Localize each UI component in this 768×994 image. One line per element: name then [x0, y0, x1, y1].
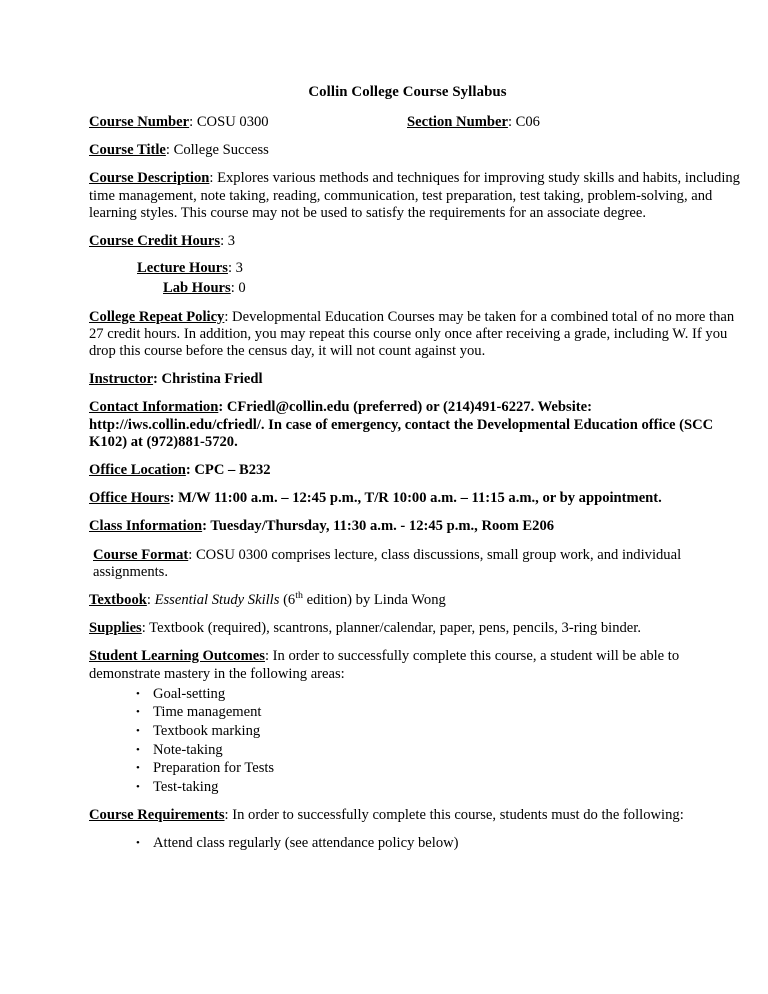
- course-number-field: [89, 114, 269, 131]
- learning-outcomes-list: [89, 685, 741, 797]
- list-item: [89, 703, 741, 722]
- list-item: [89, 685, 741, 704]
- textbook-title: Essential Study Skills: [154, 592, 280, 609]
- bullet-icon: •: [136, 780, 140, 793]
- lecture-hours-value: : 3: [227, 260, 243, 277]
- list-item: [89, 759, 741, 778]
- course-and-section-row: [89, 114, 741, 131]
- course-description-value: : Explores various methods and techniques for improving study skills and habits, including time management, note taking, reading, communication, test preparation, test taking, problem-solving, and learning styles. This course may not be used to satisfy the requirements for an associate degree.: [89, 170, 740, 221]
- course-requirements-list: [89, 834, 741, 853]
- course-format-value: : COSU 0300 comprises lecture, class discussions, small group work, and individual assignments.: [93, 546, 682, 580]
- list-item-label: Attend class regularly (see attendance policy below): [153, 834, 459, 851]
- office-hours-field: [89, 490, 741, 507]
- lecture-hours-label: Lecture Hours: [137, 260, 228, 277]
- course-number-value: : COSU 0300: [189, 114, 269, 131]
- lab-hours-label: Lab Hours: [163, 280, 231, 297]
- instructor-value: : Christina Friedl: [153, 371, 263, 388]
- list-item-label: Goal-setting: [153, 685, 226, 702]
- contact-information-label: Contact Information: [89, 399, 219, 416]
- supplies-field: [89, 620, 741, 637]
- list-item-label: Note-taking: [153, 741, 223, 758]
- student-learning-outcomes-value: : In order to successfully complete this course, a student will be able to demonstrate mastery in the following areas:: [89, 648, 680, 682]
- office-hours-value: : M/W 11:00 a.m. – 12:45 p.m., T/R 10:00 a.m. – 11:15 a.m., or by appointment.: [169, 490, 662, 507]
- list-item-label: Time management: [153, 704, 262, 721]
- textbook-label: Textbook: [89, 592, 147, 609]
- list-item: [89, 834, 741, 853]
- office-location-label: Office Location: [89, 462, 186, 479]
- contact-information-field: [89, 399, 741, 451]
- course-requirements-field: [89, 807, 741, 824]
- instructor-label: Instructor: [89, 371, 154, 388]
- section-number-value: : C06: [507, 114, 540, 131]
- class-information-value: : Tuesday/Thursday, 11:30 a.m. - 12:45 p.m., Room E206: [202, 518, 555, 535]
- textbook-edition-ordinal: th: [295, 590, 303, 602]
- college-repeat-policy-field: [89, 309, 741, 361]
- course-requirements-value: : In order to successfully complete this course, students must do the following:: [224, 807, 684, 824]
- lecture-hours-field: [89, 260, 741, 277]
- list-item: [89, 741, 741, 760]
- office-location-field: [89, 462, 741, 479]
- office-hours-label: Office Hours: [89, 490, 170, 507]
- course-credit-hours-value: : 3: [220, 233, 236, 250]
- bullet-icon: •: [136, 836, 140, 849]
- course-credit-hours-field: [89, 233, 741, 250]
- class-information-label: Class Information: [89, 518, 203, 535]
- course-number-label: Course Number: [89, 114, 190, 131]
- student-learning-outcomes-field: [89, 648, 741, 682]
- bullet-icon: •: [136, 743, 140, 756]
- lab-hours-value: : 0: [230, 280, 246, 297]
- course-title-value: : College Success: [165, 142, 269, 159]
- instructor-field: [89, 371, 741, 388]
- list-item-label: Test-taking: [153, 778, 219, 795]
- section-number-label: Section Number: [407, 114, 508, 131]
- course-title-label: Course Title: [89, 142, 166, 159]
- textbook-prefix: :: [146, 592, 155, 609]
- list-item: [89, 778, 741, 797]
- page-title: Collin College Course Syllabus: [308, 84, 507, 100]
- list-item-label: Textbook marking: [153, 723, 261, 740]
- course-requirements-label: Course Requirements: [89, 807, 225, 824]
- college-repeat-policy-value: : Developmental Education Courses may be taken for a combined total of no more than 27 credit hours. In addition, you may repeat this course only once after receiving a grade, including W. If you drop this course before the census day, it will not count against you.: [89, 308, 735, 360]
- supplies-value: : Textbook (required), scantrons, planner/calendar, paper, pens, pencils, 3-ring binder.: [141, 620, 641, 637]
- course-description-field: [89, 170, 741, 222]
- list-item: [89, 722, 741, 741]
- class-information-field: [89, 518, 741, 535]
- section-number-field: [407, 114, 540, 131]
- bullet-icon: •: [136, 725, 140, 738]
- textbook-field: [89, 592, 741, 609]
- college-repeat-policy-label: College Repeat Policy: [89, 308, 225, 325]
- lab-hours-field: [89, 280, 741, 297]
- office-location-value: : CPC – B232: [185, 462, 271, 479]
- student-learning-outcomes-label: Student Learning Outcomes: [89, 648, 265, 665]
- course-credit-hours-label: Course Credit Hours: [89, 233, 221, 250]
- textbook-edition-suffix: edition) by Linda Wong: [302, 592, 446, 609]
- course-description-label: Course Description: [89, 170, 210, 187]
- syllabus-body: [89, 84, 741, 863]
- list-item-label: Preparation for Tests: [153, 760, 275, 777]
- contact-information-value: : CFriedl@collin.edu (preferred) or (214)491-6227. Website: http://iws.collin.edu/cfriedl/. In case of emergency, contact the Developmental Education office (SCC K102) at (972)881-5720.: [89, 399, 714, 450]
- bullet-icon: •: [136, 762, 140, 775]
- supplies-label: Supplies: [89, 620, 142, 637]
- bullet-icon: •: [136, 706, 140, 719]
- textbook-edition-prefix: (6: [279, 592, 296, 609]
- course-title-field: [89, 142, 741, 159]
- course-format-label: Course Format: [93, 546, 189, 563]
- course-format-field: [89, 547, 741, 581]
- bullet-icon: •: [136, 687, 140, 700]
